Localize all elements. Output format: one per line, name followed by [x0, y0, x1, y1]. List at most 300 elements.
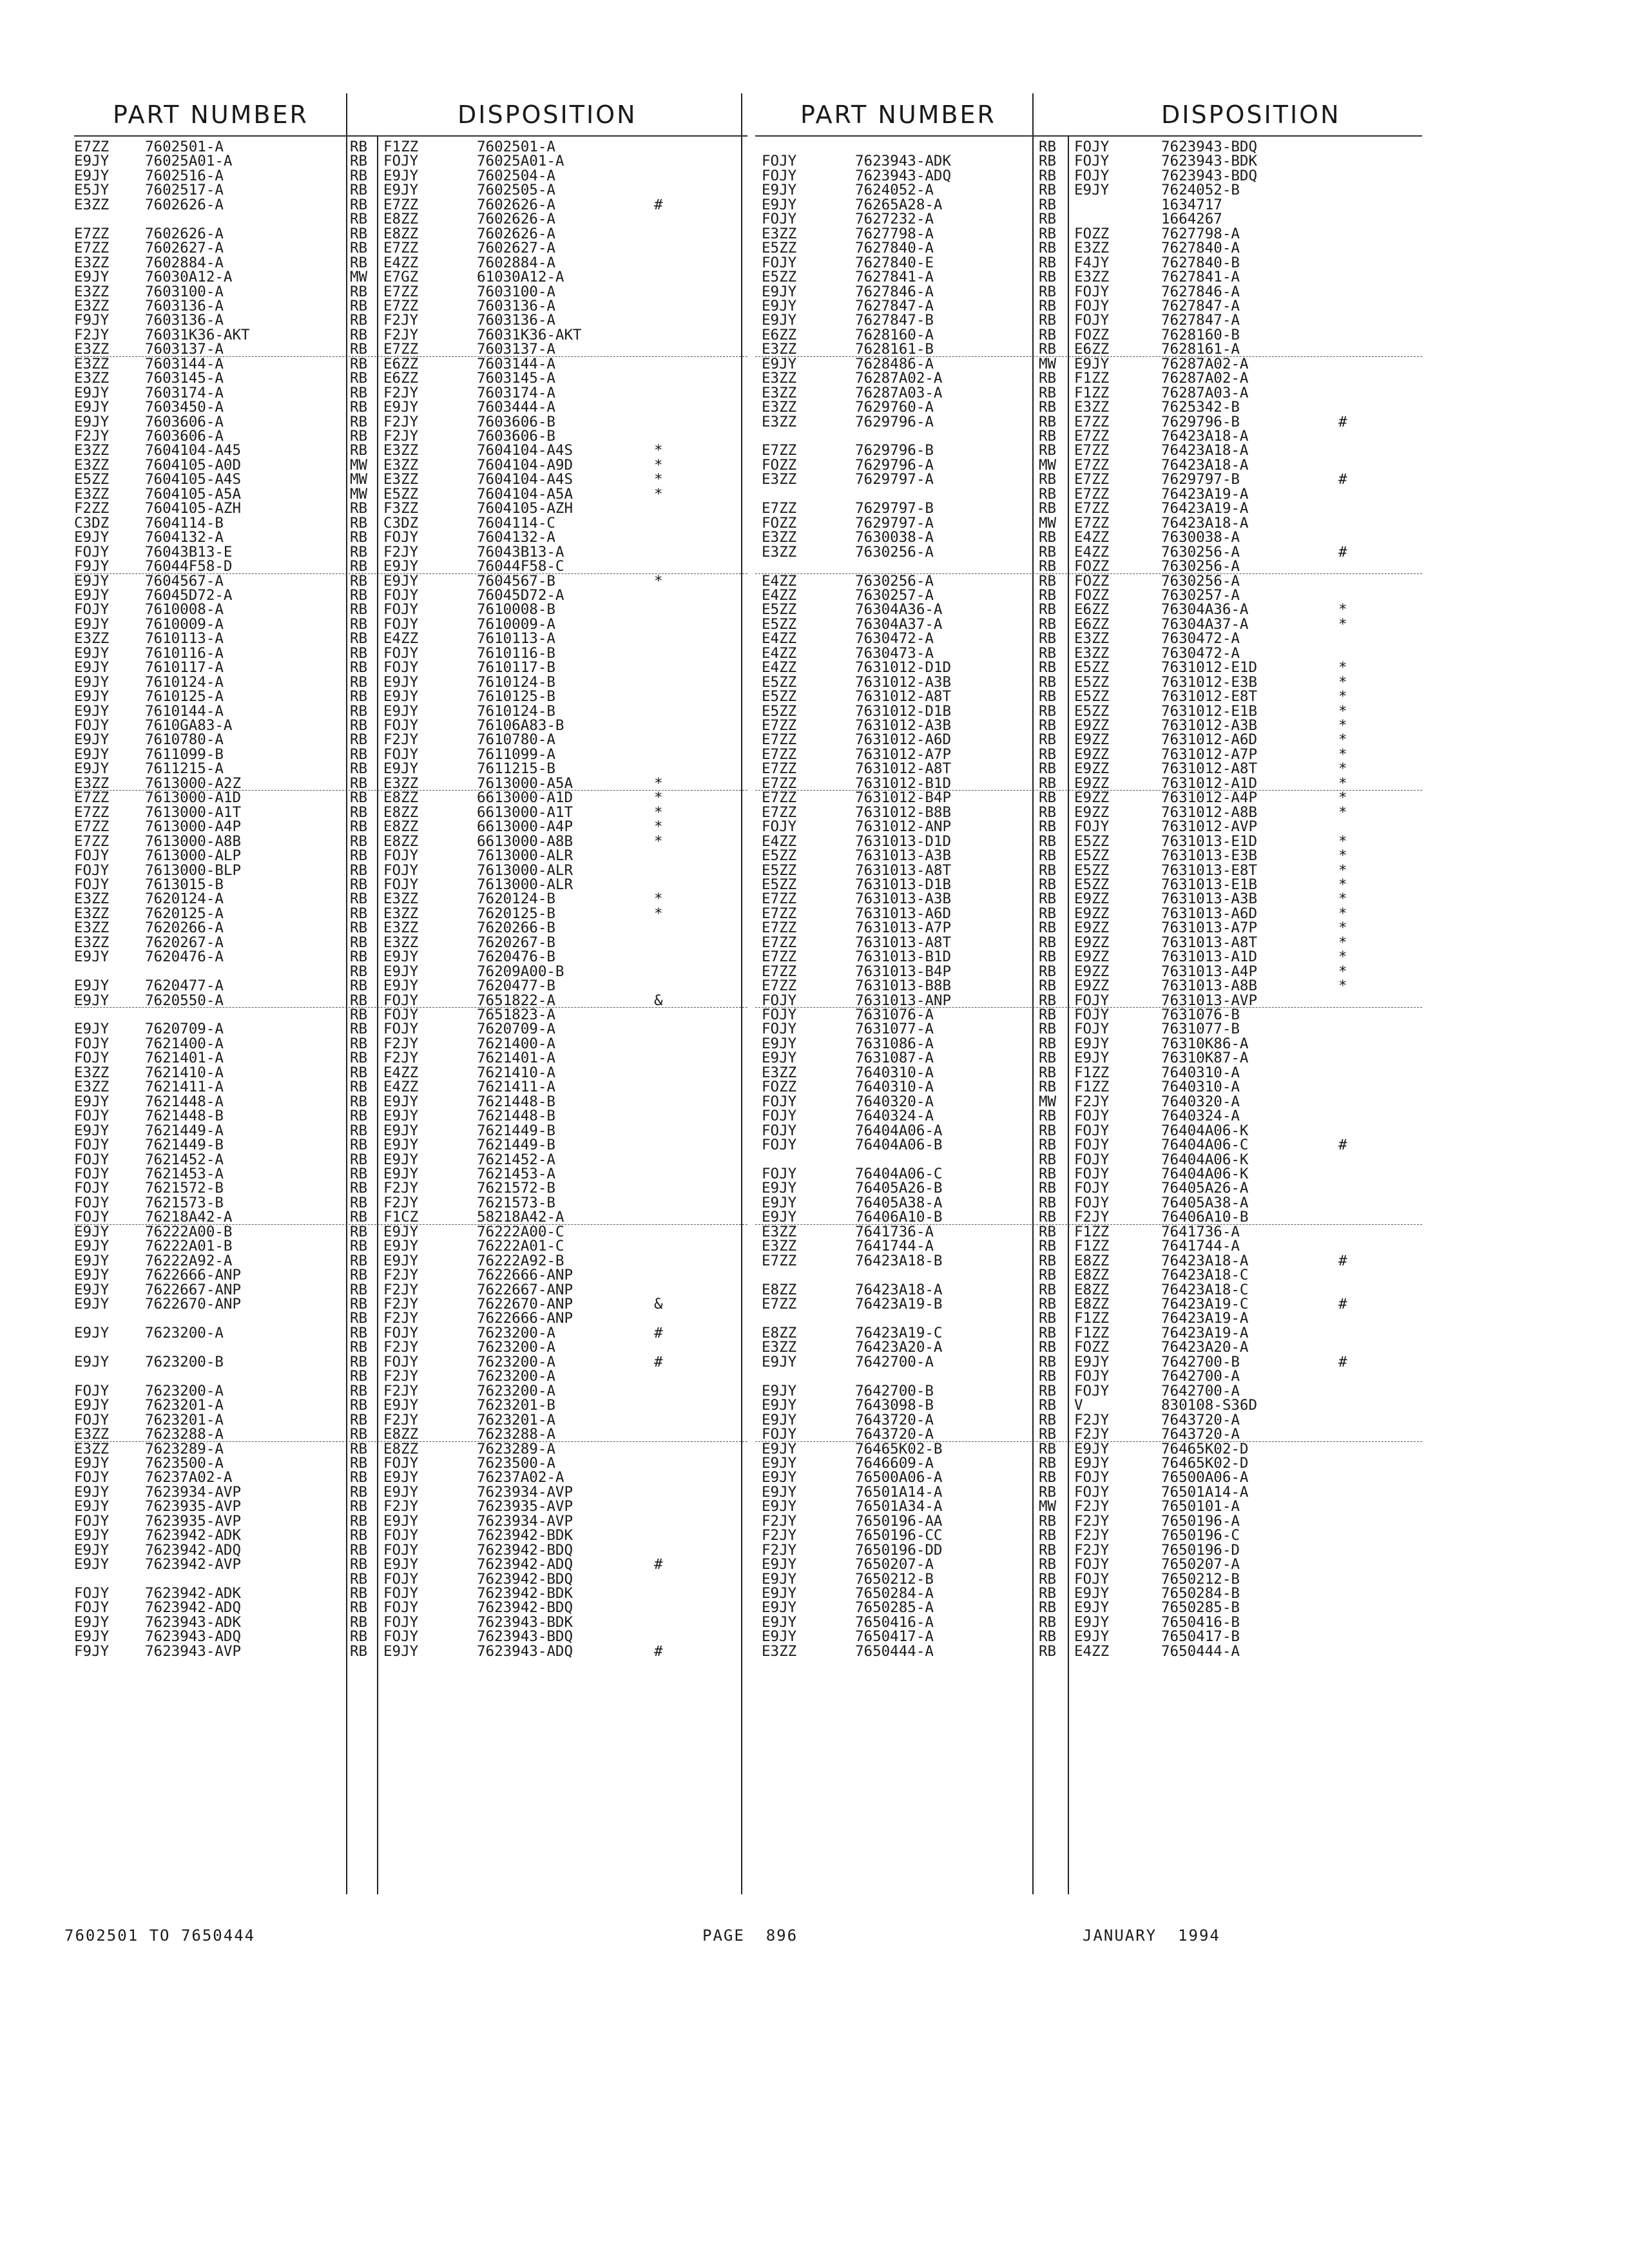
old-engineering-code: E3ZZ [762, 1642, 797, 1660]
disposition-code: RB [350, 745, 368, 763]
new-engineering-code: FOJY [1074, 153, 1110, 170]
table-row [74, 516, 747, 530]
old-engineering-code: FOJY [74, 1035, 110, 1052]
old-part-number: 76218A42-A [145, 1209, 233, 1226]
new-part-number: 7623943-BDK [1161, 153, 1258, 170]
table-row [74, 559, 747, 573]
new-part-number: 7643720-A [1161, 1426, 1240, 1443]
table-row [755, 1629, 1422, 1644]
old-part-number: 7623942-ADK [145, 1585, 242, 1602]
table-row [755, 1384, 1422, 1398]
old-engineering-code: E3ZZ [74, 774, 110, 792]
table-row [74, 762, 747, 776]
new-engineering-code: E7ZZ [383, 196, 419, 213]
new-part-number: 76304A37-A [1161, 615, 1249, 633]
disposition-code: RB [1039, 977, 1057, 995]
old-part-number: 7623942-AVP [145, 1556, 242, 1573]
new-part-number: 7650417-B [1161, 1628, 1240, 1646]
old-engineering-code: E9JY [762, 355, 797, 372]
old-part-number: 7620476-A [145, 948, 224, 966]
note-mark: # [1338, 1296, 1347, 1312]
old-part-number: 7602626-A [145, 196, 224, 213]
old-part-number: 7623943-ADK [145, 1613, 242, 1631]
old-engineering-code: E3ZZ [762, 413, 797, 430]
table-row [755, 256, 1422, 270]
old-part-number: 7631012-B1D [855, 774, 952, 792]
old-part-number: 7631013-ANP [855, 992, 952, 1009]
new-engineering-code: E7ZZ [1074, 428, 1110, 445]
old-part-number: 7621449-B [145, 1137, 224, 1154]
table-row [755, 400, 1422, 414]
old-part-number: 7603174-A [145, 384, 224, 401]
new-part-number: 7621452-A [477, 1151, 555, 1168]
new-engineering-code: F2JY [383, 1382, 419, 1399]
disposition-code: RB [350, 1411, 368, 1428]
old-engineering-code: E9JY [74, 1454, 110, 1472]
old-part-number: 7621449-A [145, 1122, 224, 1139]
old-engineering-code: E9JY [74, 1122, 110, 1139]
disposition-code: RB [350, 688, 368, 706]
disposition-code: RB [1039, 1570, 1057, 1588]
old-engineering-code: E9JY [74, 1498, 110, 1515]
table-row [74, 660, 747, 675]
table-row [74, 328, 747, 342]
new-engineering-code: E9JY [383, 1122, 419, 1139]
new-engineering-code: E9ZZ [1074, 774, 1110, 792]
table-row [755, 472, 1422, 486]
new-part-number: 830108-S36D [1161, 1397, 1258, 1414]
old-engineering-code: E9JY [74, 1324, 110, 1341]
table-row [755, 299, 1422, 313]
new-part-number: 7651823-A [477, 1006, 555, 1023]
disposition-code: RB [1039, 1223, 1057, 1240]
table-row [74, 1008, 747, 1022]
table-row [74, 718, 747, 733]
disposition-code: RB [1039, 1064, 1057, 1081]
new-engineering-code: F1CZ [383, 1209, 419, 1226]
new-part-number: 7623500-A [477, 1454, 555, 1472]
note-mark: # [1338, 1137, 1347, 1154]
old-part-number: 7627232-A [855, 211, 934, 228]
disposition-code: RB [1039, 283, 1057, 300]
disposition-code: RB [1039, 1585, 1057, 1602]
table-row [755, 660, 1422, 675]
old-part-number: 7622670-ANP [145, 1296, 242, 1312]
table-row [74, 429, 747, 443]
table-row [74, 227, 747, 241]
table-row [74, 1442, 747, 1456]
old-part-number: 7631012-A6D [855, 731, 952, 749]
old-part-number: 7620709-A [145, 1021, 224, 1038]
old-engineering-code: F2ZZ [74, 500, 110, 517]
table-row [74, 1297, 747, 1311]
old-part-number: 7650444-A [855, 1642, 934, 1660]
old-engineering-code: E9JY [74, 1093, 110, 1110]
new-part-number: 7603136-A [477, 312, 555, 329]
new-part-number: 7640310-A [1161, 1079, 1240, 1096]
disposition-code: RB [1039, 1021, 1057, 1038]
table-row [74, 458, 747, 472]
new-part-number: 7630256-A [1161, 543, 1240, 561]
old-part-number: 7611215-A [145, 760, 224, 778]
old-engineering-code: FOJY [762, 1108, 797, 1125]
new-engineering-code: FOJY [1074, 1151, 1110, 1168]
new-engineering-code: FOJY [383, 745, 419, 763]
old-engineering-code: E9JY [74, 1223, 110, 1240]
note-mark: * [1338, 688, 1347, 706]
new-part-number: 7631013-E8T [1161, 861, 1258, 879]
disposition-code: RB [1039, 442, 1057, 459]
disposition-code: RB [1039, 1440, 1057, 1457]
new-part-number: 7610116-B [477, 644, 555, 662]
old-engineering-code: E9JY [762, 283, 797, 300]
note-mark: * [1338, 789, 1347, 807]
old-engineering-code: FOJY [762, 254, 797, 271]
new-engineering-code: FOZZ [1074, 558, 1110, 575]
new-part-number: 7631012-E1B [1161, 702, 1258, 720]
new-part-number: 76423A18-A [1161, 442, 1249, 459]
note-mark: * [654, 905, 663, 922]
old-engineering-code: E9JY [74, 269, 110, 286]
table-row [74, 1196, 747, 1210]
table-row [74, 313, 747, 327]
old-part-number: 7623942-ADK [145, 1527, 242, 1544]
disposition-code: RB [350, 1556, 368, 1573]
new-part-number: 7629797-B [1161, 471, 1240, 488]
disposition-code: RB [350, 890, 368, 908]
new-engineering-code: F2JY [383, 1281, 419, 1298]
table-row [74, 1369, 747, 1383]
table-row [74, 545, 747, 559]
disposition-code: RB [350, 1180, 368, 1197]
table-row [755, 559, 1422, 573]
table-row [74, 747, 747, 762]
table-row [755, 1239, 1422, 1253]
table-row [755, 285, 1422, 299]
new-engineering-code: E3ZZ [383, 471, 419, 488]
old-part-number: 76222A01-B [145, 1238, 233, 1255]
old-engineering-code: E7ZZ [74, 225, 110, 242]
old-part-number: 7613000-A1T [145, 803, 242, 821]
old-engineering-code: FOZZ [762, 456, 797, 474]
header-rule [755, 135, 1422, 137]
disposition-code: RB [1039, 240, 1057, 257]
table-row [755, 675, 1422, 689]
note-mark: * [1338, 731, 1347, 749]
old-engineering-code: E9JY [74, 1541, 110, 1559]
new-engineering-code: F1ZZ [1074, 1238, 1110, 1255]
old-engineering-code: FOJY [74, 1411, 110, 1428]
old-engineering-code: E9JY [762, 1599, 797, 1617]
disposition-code: RB [1039, 196, 1057, 213]
new-part-number: 7623935-AVP [477, 1498, 574, 1515]
table-row [755, 1369, 1422, 1383]
new-engineering-code: E8ZZ [383, 211, 419, 228]
disposition-code: RB [350, 442, 368, 459]
old-part-number: 76404A06-B [855, 1137, 943, 1154]
new-part-number: 76423A18-C [1161, 1281, 1249, 1298]
note-mark: * [654, 774, 663, 792]
old-engineering-code: FOJY [74, 1180, 110, 1197]
old-engineering-code: F9JY [74, 312, 110, 329]
old-part-number: 7610144-A [145, 702, 224, 720]
disposition-code: RB [1039, 399, 1057, 416]
new-engineering-code: E4ZZ [1074, 543, 1110, 561]
old-part-number: 76031K36-AKT [145, 326, 250, 343]
disposition-code: RB [1039, 847, 1057, 865]
new-part-number: 7650196-C [1161, 1527, 1240, 1544]
new-engineering-code: E3ZZ [383, 456, 419, 474]
table-row [755, 458, 1422, 472]
table-row [755, 878, 1422, 892]
footer-page: PAGE 896 [702, 1927, 798, 1945]
new-part-number: 76423A19-C [1161, 1296, 1249, 1312]
old-part-number: 7640310-A [855, 1079, 934, 1096]
table-row [755, 834, 1422, 849]
new-engineering-code: E8ZZ [383, 1440, 419, 1457]
table-row [74, 1528, 747, 1542]
old-part-number: 7604105-A4S [145, 471, 242, 488]
disposition-code: RB [350, 1006, 368, 1023]
new-part-number: 7623934-AVP [477, 1483, 574, 1501]
table-row [755, 1355, 1422, 1369]
old-part-number: 7631013-B8B [855, 977, 952, 995]
new-part-number: 7610117-B [477, 659, 555, 677]
old-part-number: 7602884-A [145, 254, 224, 271]
table-row [74, 212, 747, 226]
old-engineering-code: FOJY [762, 211, 797, 228]
disposition-code: RB [1039, 1238, 1057, 1255]
disposition-code: RB [1039, 731, 1057, 749]
disposition-code: RB [350, 355, 368, 372]
new-engineering-code: FOJY [383, 529, 419, 546]
table-row [74, 965, 747, 979]
new-part-number: 76031K36-AKT [477, 326, 582, 343]
old-engineering-code: FOJY [762, 1093, 797, 1110]
disposition-code: RB [350, 370, 368, 387]
new-part-number: 76501A14-A [1161, 1483, 1249, 1501]
new-engineering-code: E9ZZ [1074, 731, 1110, 749]
disposition-code: MW [1039, 514, 1057, 532]
new-engineering-code: F2JY [383, 428, 419, 445]
old-engineering-code: E3ZZ [74, 630, 110, 648]
old-part-number: 7650207-A [855, 1556, 934, 1573]
disposition-code: RB [350, 1093, 368, 1110]
new-engineering-code: FOJY [1074, 297, 1110, 314]
new-engineering-code: E8ZZ [383, 789, 419, 807]
new-engineering-code: FOZZ [1074, 225, 1110, 242]
new-engineering-code: E8ZZ [383, 225, 419, 242]
disposition-code: RB [1039, 1006, 1057, 1023]
old-part-number: 7631013-A8T [855, 934, 952, 951]
new-part-number: 7641736-A [1161, 1223, 1240, 1240]
table-row [755, 1311, 1422, 1325]
table-row [755, 617, 1422, 631]
old-part-number: 7603145-A [145, 370, 224, 387]
old-part-number: 7629796-B [855, 442, 934, 459]
new-engineering-code: E5ZZ [1074, 688, 1110, 706]
new-part-number: 76044F58-C [477, 558, 564, 575]
table-row [74, 1037, 747, 1051]
old-engineering-code: E5ZZ [762, 688, 797, 706]
new-engineering-code: FOJY [383, 1454, 419, 1472]
new-part-number: 76404A06-C [1161, 1137, 1249, 1154]
old-part-number: 7603100-A [145, 283, 224, 300]
old-engineering-code: E3ZZ [762, 384, 797, 401]
disposition-code: RB [350, 948, 368, 966]
disposition-code: RB [350, 1469, 368, 1486]
new-part-number: 7624052-B [1161, 182, 1240, 199]
disposition-code: RB [350, 1137, 368, 1154]
note-mark: * [1338, 934, 1347, 951]
old-part-number: 7643720-A [855, 1411, 934, 1428]
new-part-number: 76465K02-D [1161, 1440, 1249, 1457]
new-part-number: 7604567-B [477, 572, 555, 590]
disposition-code: RB [1039, 182, 1057, 199]
note-mark: # [1338, 413, 1347, 430]
new-engineering-code: FOJY [383, 876, 419, 893]
new-engineering-code: F1ZZ [383, 139, 419, 155]
old-engineering-code: E9JY [74, 413, 110, 430]
table-row [755, 1485, 1422, 1499]
old-part-number: 76304A37-A [855, 615, 943, 633]
new-part-number: 7602501-A [477, 139, 555, 155]
old-part-number: 7627847-B [855, 312, 934, 329]
old-part-number: 7629760-A [855, 399, 934, 416]
new-part-number: 7631012-AVP [1161, 818, 1258, 836]
old-part-number: 7628486-A [855, 355, 934, 372]
old-engineering-code: E9JY [762, 1498, 797, 1515]
old-part-number: 7650196-DD [855, 1541, 943, 1559]
new-part-number: 7620125-B [477, 905, 555, 922]
old-part-number: 7630256-A [855, 543, 934, 561]
new-part-number: 7630257-A [1161, 586, 1240, 604]
disposition-code: RB [1039, 1151, 1057, 1168]
table-row [755, 965, 1422, 979]
disposition-code: RB [350, 861, 368, 879]
new-engineering-code: E9JY [1074, 1454, 1110, 1472]
note-mark: * [654, 442, 663, 459]
new-engineering-code: E9JY [1074, 1440, 1110, 1457]
disposition-code: RB [1039, 139, 1057, 155]
old-part-number: 7650285-A [855, 1599, 934, 1617]
table-row [755, 1124, 1422, 1138]
new-part-number: 76043B13-A [477, 543, 564, 561]
old-part-number: 7650196-AA [855, 1512, 943, 1530]
note-mark: # [654, 1642, 663, 1660]
disposition-code: RB [350, 1296, 368, 1312]
new-part-number: 7623288-A [477, 1426, 555, 1443]
old-engineering-code: E7ZZ [762, 803, 797, 821]
table-row [74, 1615, 747, 1629]
table-row [755, 979, 1422, 993]
table-row [74, 256, 747, 270]
new-part-number: 7610125-B [477, 688, 555, 706]
note-mark: * [1338, 673, 1347, 691]
old-engineering-code: FOJY [74, 1165, 110, 1182]
old-part-number: 7623943-AVP [145, 1642, 242, 1660]
old-engineering-code: E3ZZ [762, 529, 797, 546]
right-table [755, 100, 1422, 1894]
disposition-code: RB [350, 586, 368, 604]
table-row [755, 212, 1422, 226]
new-part-number: 7642700-B [1161, 1353, 1240, 1370]
old-engineering-code: E9JY [762, 297, 797, 314]
disposition-code: RB [350, 1599, 368, 1617]
new-engineering-code: E9ZZ [1074, 948, 1110, 966]
old-engineering-code: E3ZZ [762, 225, 797, 242]
new-part-number: 76465K02-D [1161, 1454, 1249, 1472]
old-part-number: 7631087-A [855, 1050, 934, 1067]
old-part-number: 7642700-B [855, 1382, 934, 1399]
disposition-code: RB [350, 1223, 368, 1240]
table-row [755, 169, 1422, 183]
table-row [74, 936, 747, 950]
new-engineering-code: E9JY [1074, 355, 1110, 372]
old-engineering-code: FOJY [74, 847, 110, 865]
new-part-number: 76423A19-A [1161, 500, 1249, 517]
old-part-number: 7630257-A [855, 586, 934, 604]
disposition-code: RB [1039, 225, 1057, 242]
old-engineering-code: F9JY [74, 1642, 110, 1660]
table-row [755, 183, 1422, 197]
disposition-code: RB [1039, 688, 1057, 706]
note-mark: * [1338, 774, 1347, 792]
old-engineering-code: E9JY [74, 572, 110, 590]
new-part-number: 7631013-A1D [1161, 948, 1258, 966]
disposition-code: RB [350, 240, 368, 257]
table-row [74, 574, 747, 588]
old-part-number: 7620267-A [145, 934, 224, 951]
old-part-number: 7613000-A8B [145, 832, 242, 850]
new-engineering-code: E7ZZ [1074, 485, 1110, 503]
old-part-number: 7610116-A [145, 644, 224, 662]
old-part-number: 76423A19-B [855, 1296, 943, 1312]
table-row [74, 1095, 747, 1109]
table-row [74, 443, 747, 457]
new-part-number: 7613000-A5A [477, 774, 574, 792]
old-part-number: 76304A36-A [855, 601, 943, 619]
new-part-number: 6613000-A8B [477, 832, 574, 850]
old-engineering-code: E3ZZ [762, 1238, 797, 1255]
table-row [74, 357, 747, 371]
new-part-number: 76423A19-A [1161, 485, 1249, 503]
table-row [74, 1600, 747, 1615]
new-part-number: 76045D72-A [477, 586, 564, 604]
disposition-code: MW [350, 456, 368, 474]
new-engineering-code: FOJY [1074, 1570, 1110, 1588]
new-part-number: 7627847-A [1161, 297, 1240, 314]
disposition-code: RB [350, 1267, 368, 1284]
old-engineering-code: E7ZZ [74, 240, 110, 257]
disposition-code: MW [1039, 456, 1057, 474]
table-row [74, 1311, 747, 1325]
table-row [74, 979, 747, 993]
table-row [755, 1225, 1422, 1239]
old-engineering-code: E7ZZ [762, 442, 797, 459]
disposition-code: RB [350, 832, 368, 850]
table-row [755, 1008, 1422, 1022]
table-row [74, 617, 747, 631]
new-engineering-code: E7ZZ [1074, 413, 1110, 430]
old-part-number: 7604105-AZH [145, 500, 242, 517]
new-engineering-code: E7ZZ [383, 341, 419, 358]
disposition-code: RB [1039, 572, 1057, 590]
table-row [755, 1557, 1422, 1571]
new-engineering-code: F2JY [383, 384, 419, 401]
new-part-number: 7603606-B [477, 413, 555, 430]
old-part-number: 7624052-A [855, 182, 934, 199]
